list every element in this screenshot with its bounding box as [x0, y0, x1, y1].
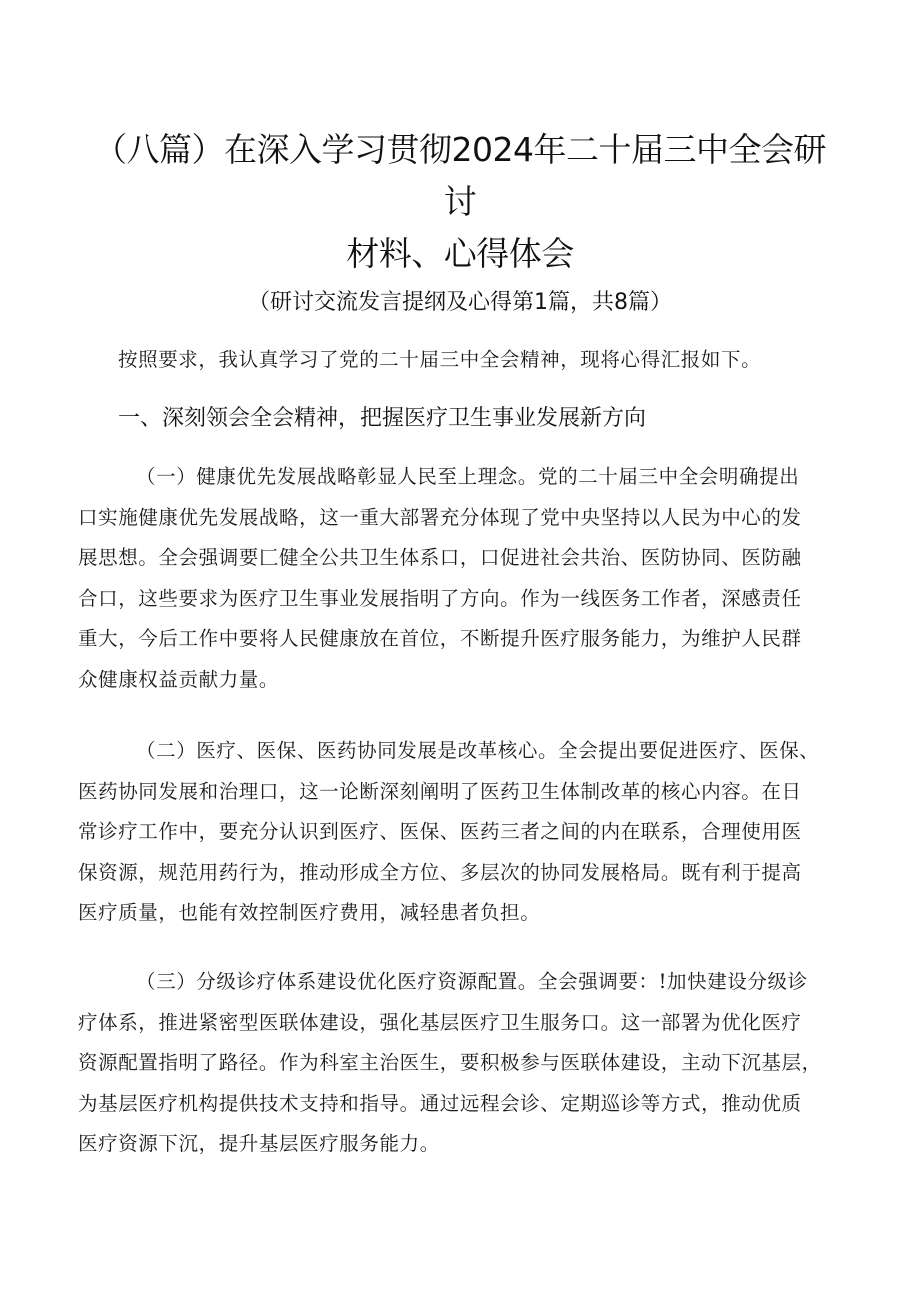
paragraph-line: 医疗资源下沉，提升基层医疗服务能力。 — [78, 1132, 440, 1155]
paragraph-line: 展思想。全会强调要匚健全公共卫生体系口，口促进社会共治、医防协同、医防融 — [78, 546, 802, 569]
paragraph-line: 口实施健康优先发展战略，这一重大部署充分体现了党中央坚持以人民为中心的发 — [78, 505, 802, 529]
section-heading: 一、深刻领会全会精神，把握医疗卫生事业发展新方向 — [118, 406, 647, 431]
title-line: 材料、心得体会 — [346, 234, 574, 273]
paragraph-line: 为基层医疗机构提供技术支持和指导。通过远程会诊、定期巡诊等方式，推动优质 — [78, 1091, 802, 1115]
paragraph-line: 众健康权益贡献力量。 — [78, 667, 280, 691]
paragraph-line: 常诊疗工作中，要充分认识到医疗、医保、医药三者之间的内在联系，合理使用医 — [78, 820, 802, 843]
paragraph-line: 资源配置指明了路径。作为科室主治医生，要积极参与医联体建设，主动下沉基层， — [78, 1051, 822, 1074]
body-paragraph — [78, 457, 842, 700]
paragraph-line: 合口，这些要求为医疗卫生事业发展指明了方向。作为一线医务工作者，深感责任 — [78, 586, 802, 610]
paragraph-line: 疗体系，推进紧密型医联体建设，强化基层医疗卫生服务口。这一部署为优化医疗 — [78, 1010, 802, 1034]
document-title — [80, 124, 840, 280]
paragraph-line: （一）健康优先发展战略彰显人民至上理念。党的二十届三中全会明确提出 — [136, 465, 800, 488]
document-subtitle: （研讨交流发言提纲及心得第1篇，共8篇） — [248, 290, 672, 315]
paragraph-line: （二）医疗、医保、医药协同发展是改革核心。全会提出要促进医疗、医保、 — [136, 739, 820, 762]
intro-paragraph: 按照要求，我认真学习了党的二十届三中全会精神，现将心得汇报如下。 — [118, 348, 762, 371]
title-line: （八篇）在深入学习贯彻2024年二十届三中全会研讨 — [94, 130, 826, 221]
paragraph-line: 医药协同发展和治理口，这一论断深刻阐明了医药卫生体制改革的核心内容。在日 — [78, 779, 802, 803]
paragraph-line: 保资源，规范用药行为，推动形成全方位、多层次的协同发展格局。既有利于提高 — [78, 860, 802, 884]
paragraph-line: （三）分级诊疗体系建设优化医疗资源配置。全会强调要：!加快建设分级诊 — [136, 970, 808, 993]
paragraph-line: 重大，今后工作中要将人民健康放在首位，不断提升医疗服务能力，为维护人民群 — [78, 627, 802, 650]
body-paragraph — [78, 731, 842, 934]
body-paragraph — [78, 962, 842, 1165]
paragraph-line: 医疗质量，也能有效控制医疗费用，减轻患者负担。 — [78, 901, 541, 924]
